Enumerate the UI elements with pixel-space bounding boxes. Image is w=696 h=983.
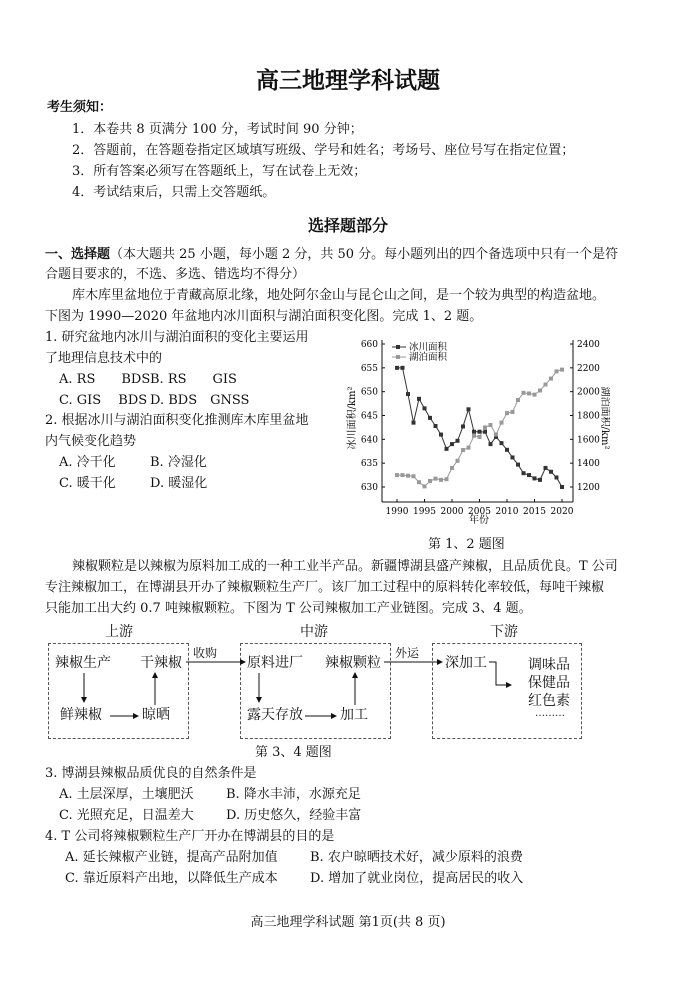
node-drying: 晾晒 xyxy=(142,707,170,723)
option-c: C. GIS BDS xyxy=(59,393,148,408)
node-pepper-production: 辣椒生产 xyxy=(55,655,111,671)
diagram-caption: 第 3、4 题图 xyxy=(255,745,332,760)
notice-item: 1．本卷共 8 页满分 100 分，考试时间 90 分钟； xyxy=(72,122,363,137)
option-b: B. 农户晾晒技术好，减少原料的浪费 xyxy=(310,850,523,865)
product-seasoning: 调味品 xyxy=(528,657,570,673)
question-4-stem: 4. T 公司将辣椒颗粒生产厂开办在博湖县的目的是 xyxy=(45,829,335,844)
x-tick-label: 2010 xyxy=(495,507,519,517)
node-dried-pepper: 干辣椒 xyxy=(140,655,182,671)
question-1-stem: 1. 研究盆地内冰川与湖泊面积的变化主要运用 xyxy=(45,330,309,345)
node-deep-processing: 深加工 xyxy=(445,655,487,671)
y-tick-label: 655 xyxy=(360,363,378,374)
product-more: ……… xyxy=(535,708,565,719)
y2-tick-label: 2000 xyxy=(577,387,600,398)
node-pepper-granules: 辣椒颗粒 xyxy=(325,655,381,671)
option-d: D. 增加了就业岗位，提高居民的收入 xyxy=(310,871,524,886)
node-open-storage: 露天存放 xyxy=(247,707,303,723)
y-tick-label: 650 xyxy=(360,387,378,398)
x-tick-label: 1990 xyxy=(385,507,409,517)
midstream-label: 中游 xyxy=(300,624,328,640)
part-instructions: 合题目要求的，不选、多选、错选均不得分） xyxy=(45,267,306,282)
page-title: 高三地理学科试题 xyxy=(256,68,440,94)
question-3-stem: 3. 博湖县辣椒品质优良的自然条件是 xyxy=(45,766,257,781)
downstream-label: 下游 xyxy=(490,624,518,640)
y2-tick-label: 2200 xyxy=(577,363,600,374)
section-title: 选择题部分 xyxy=(307,216,388,235)
product-health: 保健品 xyxy=(528,675,570,691)
node-fresh-pepper: 鲜辣椒 xyxy=(60,707,102,723)
x-tick-label: 2005 xyxy=(468,507,491,517)
y2-tick-label: 2400 xyxy=(577,340,600,350)
x-tick-label: 2015 xyxy=(523,507,546,517)
node-processing: 加工 xyxy=(340,707,368,723)
y2-tick-label: 1200 xyxy=(577,483,600,493)
passage: 专注辣椒加工，在博湖县开办了辣椒颗粒生产厂。该厂加工过程中的原料转化率较低，每吨干辣椒 xyxy=(45,580,605,595)
passage: 只能加工出大约 0.7 吨辣椒颗粒。下图为 T 公司辣椒加工产业链图。完成 3、4 题。 xyxy=(45,601,532,616)
y2-tick-label: 1400 xyxy=(577,459,600,470)
notice-item: 4．考试结束后，只需上交答题纸。 xyxy=(72,185,276,200)
y-tick-label: 660 xyxy=(360,340,378,350)
chart-caption: 第 1、2 题图 xyxy=(428,537,505,552)
x-axis-label: 年份 xyxy=(469,515,489,526)
upstream-label: 上游 xyxy=(105,624,133,640)
question-1-stem: 了地理信息技术中的 xyxy=(45,351,163,366)
y-axis-label: 冰川面积/km² xyxy=(347,386,358,450)
question-2-stem: 2. 根据冰川与湖泊面积变化推测库木库里盆地 xyxy=(45,413,309,428)
notice-heading: 考生须知： xyxy=(47,100,113,115)
passage: 下图为 1990—2020 年盆地内冰川面积与湖泊面积变化图。完成 1、2 题。 xyxy=(45,309,483,324)
y-tick-label: 645 xyxy=(360,411,378,422)
option-c: C. 光照充足，日温差大 xyxy=(59,808,194,823)
part-heading: 一、选择题 xyxy=(45,247,111,262)
y-tick-label: 635 xyxy=(360,459,378,470)
legend-glacier: 冰川面积 xyxy=(409,342,448,353)
passage: 辣椒颗粒是以辣椒为原料加工成的一种工业半产品。新疆博湖县盛产辣椒，且品质优良。T 公司 xyxy=(72,559,618,574)
page-footer: 高三地理学科试题 第1页(共 8 页) xyxy=(250,915,446,930)
option-c: C. 靠近原料产出地，以降低生产成本 xyxy=(65,871,278,886)
x-tick-label: 2020 xyxy=(550,507,574,517)
x-tick-label: 1995 xyxy=(413,507,436,517)
x-tick-label: 2000 xyxy=(440,507,464,517)
y2-tick-label: 1800 xyxy=(577,411,600,422)
y2-axis-label: 湖泊面积/km² xyxy=(599,386,610,450)
arrow xyxy=(489,662,511,685)
option-b: B. RS GIS xyxy=(150,372,237,387)
option-d: D. 暖湿化 xyxy=(150,476,208,491)
option-a: A. RS BDS xyxy=(59,372,151,387)
option-d: D. 历史悠久，经验丰富 xyxy=(226,808,362,823)
part-instructions: （本大题共 25 小题，每小题 2 分，共 50 分。每小题列出的四个备选项中只有一个是符 xyxy=(110,247,619,262)
y-tick-label: 630 xyxy=(360,483,378,493)
y2-tick-label: 1600 xyxy=(577,435,600,446)
label-purchase: 收购 xyxy=(193,646,218,660)
y-tick-label: 640 xyxy=(360,435,378,446)
option-a: A. 土层深厚，土壤肥沃 xyxy=(59,787,194,802)
passage: 库木库里盆地位于青藏高原北缘，地处阿尔金山与昆仑山之间，是一个较为典型的构造盆地。 xyxy=(72,288,606,303)
option-c: C. 暖干化 xyxy=(59,476,116,491)
option-b: B. 降水丰沛，水源充足 xyxy=(226,787,361,802)
option-a: A. 延长辣椒产业链，提高产品附加值 xyxy=(65,850,278,865)
option-d: D. BDS GNSS xyxy=(150,393,250,408)
notice-item: 3．所有答案必须写在答题纸上，写在试卷上无效； xyxy=(72,164,367,179)
node-raw-material: 原料进厂 xyxy=(247,655,303,671)
legend-lake: 湖泊面积 xyxy=(409,352,448,363)
question-2-stem: 内气候变化趋势 xyxy=(45,434,137,449)
label-ship-out: 外运 xyxy=(395,646,420,660)
option-a: A. 冷干化 xyxy=(59,455,116,470)
notice-item: 2．答题前，在答题卷指定区域填写班级、学号和姓名；考场号、座位号写在指定位置； xyxy=(72,143,575,158)
option-b: B. 冷湿化 xyxy=(150,455,207,470)
product-pigment: 红色素 xyxy=(528,693,570,709)
